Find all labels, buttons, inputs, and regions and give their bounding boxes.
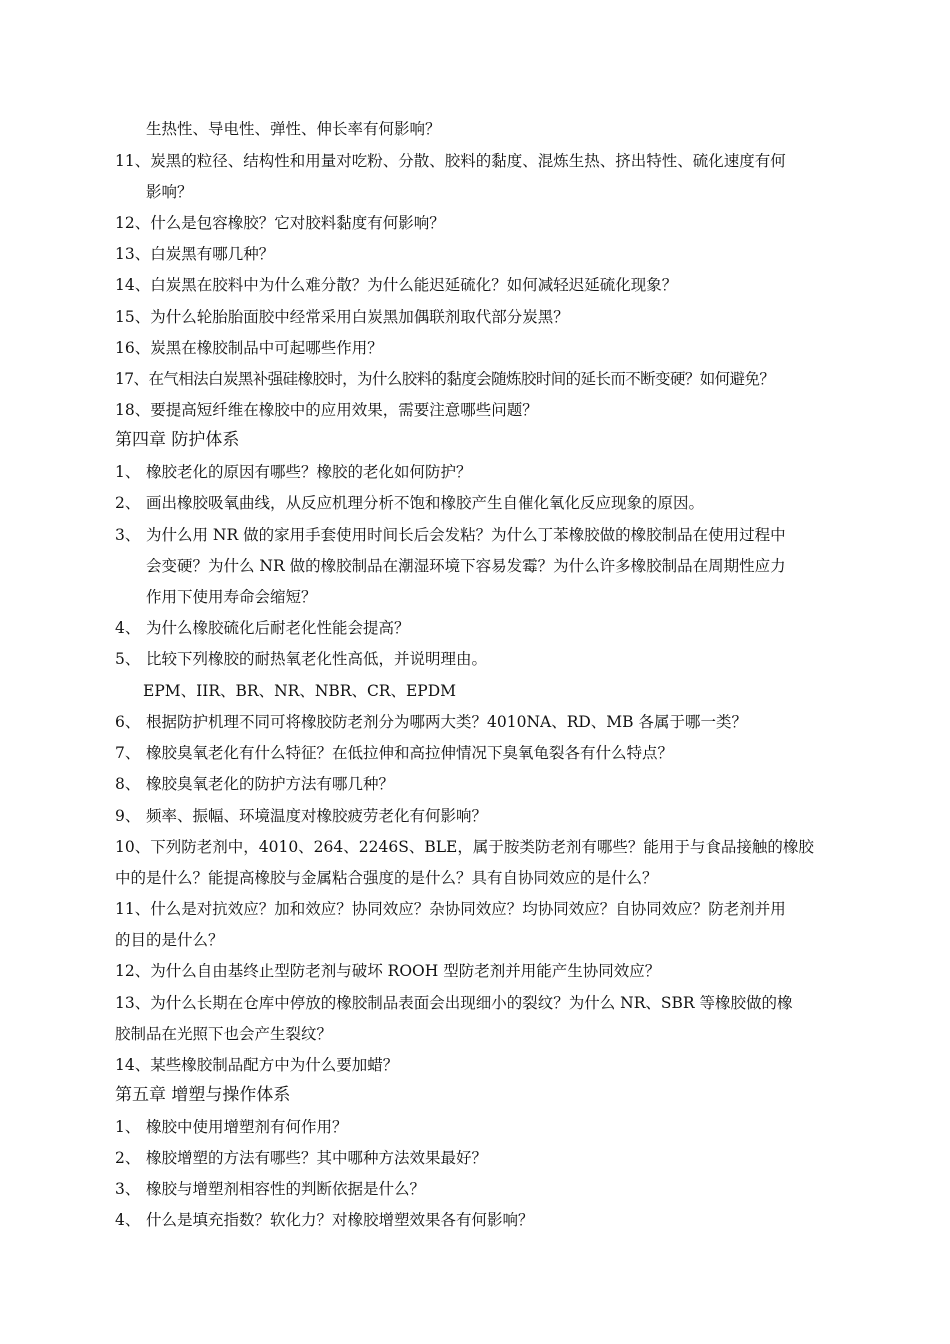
question-14 [115, 275, 677, 295]
question-number: 1、 [115, 463, 141, 481]
question-text: 橡胶增塑的方法有哪些？其中哪种方法效果最好？ [146, 1149, 488, 1167]
question-number: 12、 [115, 962, 151, 980]
question-5 [115, 649, 487, 669]
text-line: 的目的是什么？ [115, 931, 224, 949]
question-6 [115, 712, 747, 732]
question-1 [115, 462, 472, 482]
text-line: 会变硬？为什么 NR 做的橡胶制品在潮湿环境下容易发霉？为什么许多橡胶制品在周期性应力 [146, 557, 786, 575]
question-text: 频率、振幅、环境温度对橡胶疲劳老化有何影响？ [146, 807, 488, 825]
text-line: 影响？ [146, 183, 193, 201]
question-15 [115, 307, 569, 327]
question-14 [115, 1055, 398, 1075]
question-number: 13、 [115, 245, 151, 263]
question-text: 下列防老剂中，4010、264、2246S、BLE，属于胺类防老剂有哪些？能用于与食品接触的橡胶 [150, 838, 814, 856]
question-number: 9、 [115, 807, 141, 825]
question-number: 4、 [115, 1211, 141, 1229]
question-number: 10、 [115, 838, 151, 856]
question-text: 橡胶中使用增塑剂有何作用？ [146, 1118, 348, 1136]
question-3 [115, 1179, 425, 1199]
question-number: 4、 [115, 619, 141, 637]
question-text: 某些橡胶制品配方中为什么要加蜡？ [150, 1056, 399, 1074]
question-16 [115, 338, 383, 358]
question-12 [115, 213, 445, 233]
chapter-heading: 第四章 防护体系 [115, 430, 240, 450]
question-text: 为什么长期在仓库中停放的橡胶制品表面会出现细小的裂纹？为什么 NR、SBR 等橡胶做的橡 [150, 994, 793, 1012]
question-3 [115, 525, 786, 545]
question-number: 5、 [115, 650, 141, 668]
question-text: 橡胶与增塑剂相容性的判断依据是什么？ [146, 1180, 426, 1198]
question-text: 要提高短纤维在橡胶中的应用效果，需要注意哪些问题？ [150, 401, 538, 419]
question-text: 白炭黑有哪几种？ [150, 245, 275, 263]
question-number: 8、 [115, 775, 141, 793]
question-number: 13、 [115, 994, 151, 1012]
question-text: 橡胶臭氧老化的防护方法有哪几种？ [146, 775, 395, 793]
question-8 [115, 774, 394, 794]
question-1 [115, 1117, 348, 1137]
question-text: 比较下列橡胶的耐热氧老化性高低，并说明理由。 [146, 650, 488, 668]
question-12 [115, 961, 660, 981]
question-number: 12、 [115, 214, 151, 232]
question-number: 14、 [115, 1056, 151, 1074]
question-text: 根据防护机理不同可将橡胶防老剂分为哪两大类？4010NA、RD、MB 各属于哪一类？ [146, 713, 747, 731]
question-number: 11、 [115, 900, 151, 918]
question-18 [115, 400, 538, 420]
question-11 [115, 899, 786, 919]
question-text: 为什么用 NR 做的家用手套使用时间长后会发粘？为什么丁苯橡胶做的橡胶制品在使用过程中 [146, 526, 786, 544]
question-number: 2、 [115, 1149, 141, 1167]
text-line: 中的是什么？能提高橡胶与金属粘合强度的是什么？具有自协同效应的是什么？ [115, 869, 658, 887]
question-number: 1、 [115, 1118, 141, 1136]
question-text: 画出橡胶吸氧曲线，从反应机理分析不饱和橡胶产生自催化氧化反应现象的原因。 [146, 494, 705, 512]
rubber-list: EPM、IIR、BR、NR、NBR、CR、EPDM [143, 682, 457, 700]
question-number: 11、 [115, 152, 151, 170]
question-text: 橡胶臭氧老化有什么特征？在低拉伸和高拉伸情况下臭氧龟裂各有什么特点？ [146, 744, 674, 762]
question-2 [115, 1148, 487, 1168]
chapter-heading: 第五章 增塑与操作体系 [115, 1085, 291, 1105]
question-number: 17、 [115, 370, 149, 388]
question-13 [115, 244, 274, 264]
question-10 [115, 837, 814, 857]
question-text: 什么是对抗效应？加和效应？协同效应？杂协同效应？均协同效应？自协同效应？防老剂并用 [150, 900, 786, 918]
question-9 [115, 806, 487, 826]
question-text: 橡胶老化的原因有哪些？橡胶的老化如何防护？ [146, 463, 472, 481]
question-number: 16、 [115, 339, 151, 357]
text-line: 生热性、导电性、弹性、伸长率有何影响？ [146, 120, 441, 138]
text-line: 作用下使用寿命会缩短？ [146, 588, 317, 606]
question-number: 6、 [115, 713, 141, 731]
question-2 [115, 493, 704, 513]
question-4 [115, 618, 410, 638]
question-text: 为什么橡胶硫化后耐老化性能会提高？ [146, 619, 410, 637]
question-text: 在气相法白炭黑补强硅橡胶时，为什么胶料的黏度会随炼胶时间的延长而不断变硬？如何避免？ [148, 370, 775, 388]
question-number: 14、 [115, 276, 151, 294]
question-7 [115, 743, 673, 763]
question-text: 白炭黑在胶料中为什么难分散？为什么能迟延硫化？如何减轻迟延硫化现象？ [150, 276, 678, 294]
question-text: 什么是包容橡胶？它对胶料黏度有何影响？ [150, 214, 445, 232]
question-number: 3、 [115, 526, 141, 544]
question-number: 7、 [115, 744, 141, 762]
question-17 [115, 369, 774, 389]
question-text: 为什么轮胎胎面胶中经常采用白炭黑加偶联剂取代部分炭黑？ [150, 308, 569, 326]
question-number: 3、 [115, 1180, 141, 1198]
question-number: 18、 [115, 401, 151, 419]
question-text: 炭黑的粒径、结构性和用量对吃粉、分散、胶料的黏度、混炼生热、挤出特性、硫化速度有何 [150, 152, 786, 170]
question-4 [115, 1210, 534, 1230]
question-text: 炭黑在橡胶制品中可起哪些作用？ [150, 339, 383, 357]
question-13 [115, 993, 793, 1013]
question-number: 2、 [115, 494, 141, 512]
question-text: 什么是填充指数？软化力？对橡胶增塑效果各有何影响？ [146, 1211, 534, 1229]
question-text: 为什么自由基终止型防老剂与破坏 ROOH 型防老剂并用能产生协同效应？ [150, 962, 661, 980]
question-11 [115, 151, 786, 171]
question-number: 15、 [115, 308, 151, 326]
text-line: 胶制品在光照下也会产生裂纹？ [115, 1025, 333, 1043]
